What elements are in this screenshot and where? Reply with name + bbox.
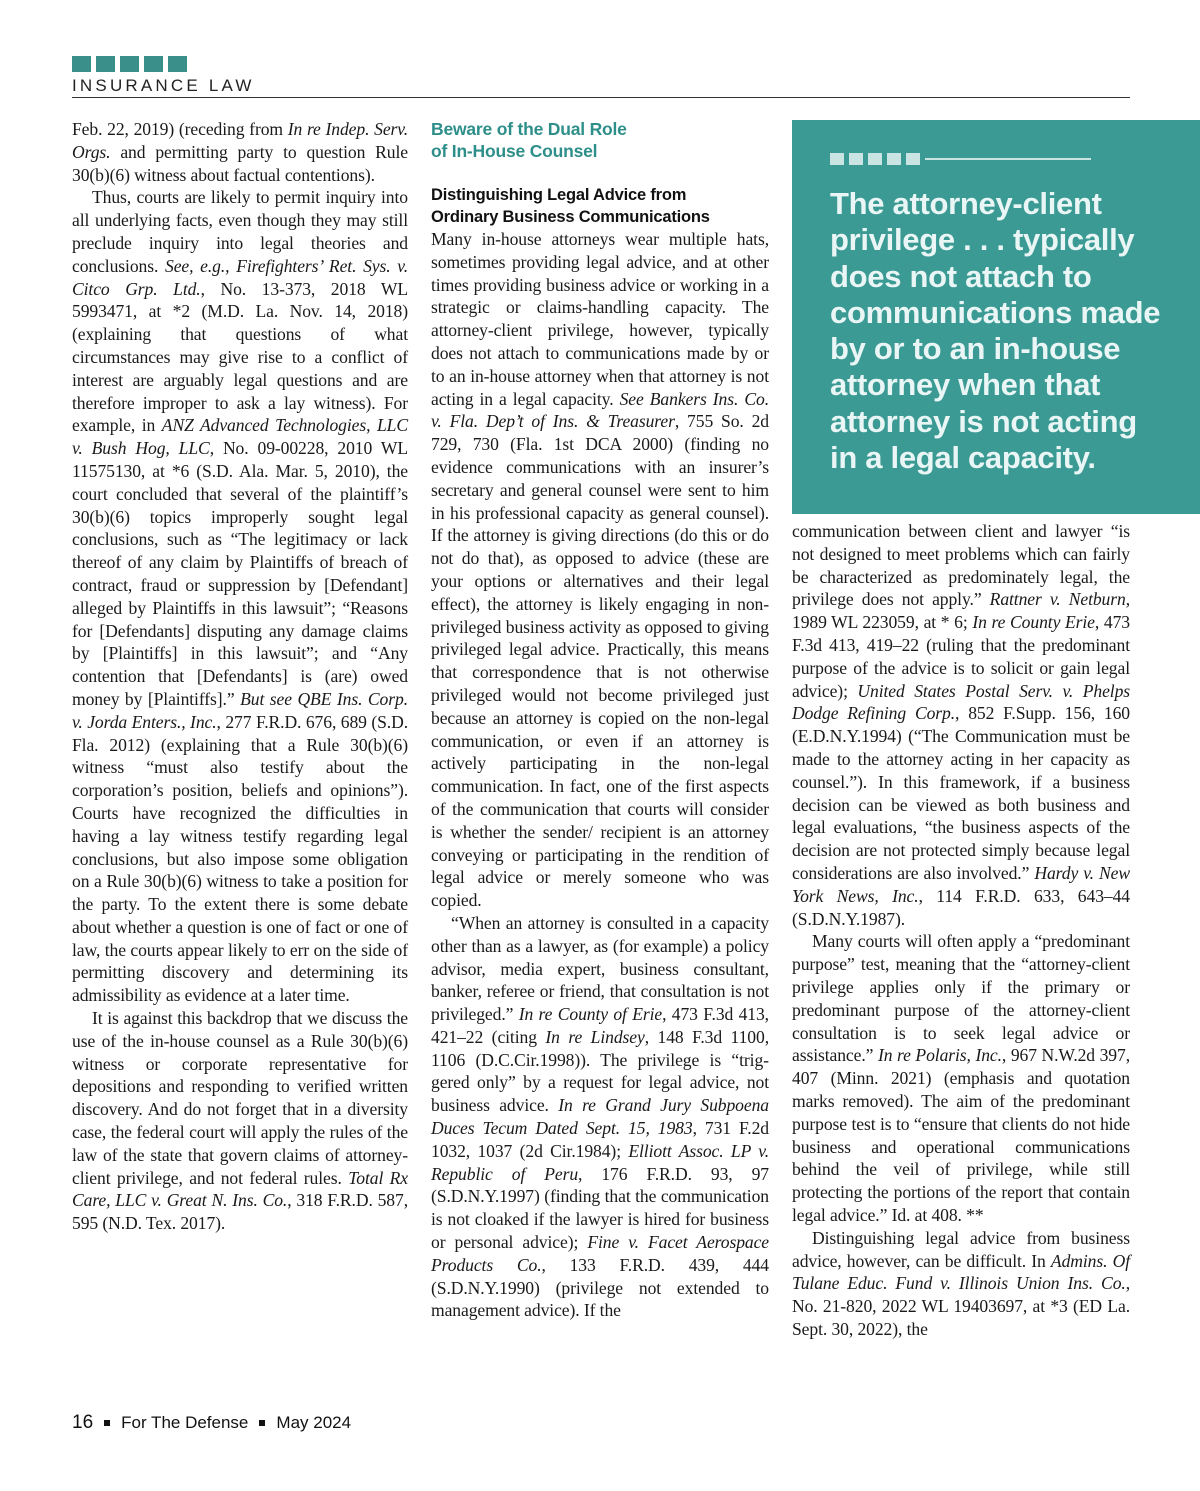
footer-separator: [104, 1420, 110, 1426]
col3-paragraph-1: communication between client and lawyer “is not designed to meet problems which can fairly be characterized as predominately legal, the privilege does not apply.” Rattner v. Netburn, 1989 WL 223059, at * 6; In re County Erie, 473 F.3d 413, 419–22 (ruling that the predominant purpose of the advice is to solicit or gain legal advice); United States Postal Serv. v. Phelps Dodge Refining Corp., 852 F.Supp. 156, 160 (E.D.N.Y.1994) (“The Communication must be made to the attorney acting in her capacity as counsel.”). In this framework, if a business decision can be viewed as both business and legal evaluations, “the business aspects of the decision are not protected simply because legal considerations are also involved.” Hardy v. New York News, Inc., 114 F.R.D. 633, 643–44 (S.D.N.Y.1987).: [792, 521, 1131, 929]
col1-paragraph-1: Feb. 22, 2019) (receding from In re Indep. Serv. Orgs. and permitting party to question Rule 30(b)(6) witness about factual contentions).: [72, 119, 408, 185]
col2-paragraph-1: Many in-house attorneys wear multiple hats, sometimes providing legal advice, and at other times providing business advice or working in a strategic or claims-handling capacity. The attorney-client privilege, however, typically does not attach to communications made by or to an in-house attorney when that attorney is not acting in a legal capacity. See Bankers Ins. Co. v. Fla. Dep’t of Ins. & Treasurer, 755 So. 2d 729, 730 (Fla. 1st DCA 2000) (finding no evidence communications with an insurer’s secretary and general counsel were sent to him in his professional capacity as general counsel). If the attorney is giving directions (do this or do not do that), as opposed to advice (these are your options or alternatives and their legal effect), the attorney is likely engaging in non-privileged business activity as opposed to giving privileged legal advice. Practically, this means that correspondence that is not otherwise privileged would not become privileged just because an attorney is copied on the non-legal communication, or even if an attorney is actively participating in the non-legal communication. In fact, one of the first aspects of the communication that courts will consider is whether the sender/ recipient is an attorney conveying or participating in the rendition of legal advice or merely someone who was copied.: [431, 229, 770, 911]
pull-quote-decoration: [830, 153, 1091, 165]
section-label: INSURANCE LAW: [72, 76, 255, 95]
header-rule: [72, 97, 1130, 98]
header-square: [168, 56, 187, 72]
publication-name: For The Defense: [121, 1413, 249, 1432]
pull-quote-square: [906, 153, 920, 165]
page-footer: [72, 1412, 351, 1434]
pull-quote-text: The attorney-client privilege . . . typically does not attach to communications made by or to an in-house attorney when that attorney is not acting in a legal capacity.: [830, 186, 1161, 476]
footer-separator: [259, 1420, 265, 1426]
header-square: [96, 56, 115, 72]
pull-quote-square: [849, 153, 863, 165]
pull-quote-line: [925, 158, 1091, 160]
header-decoration: [72, 56, 187, 72]
subsection-heading-line-1: Distinguishing Legal Advice from: [431, 186, 687, 204]
subsection-heading-line-2: Ordinary Business Communications: [431, 208, 710, 226]
col1-paragraph-2: Thus, courts are likely to permit inquiry into all underlying facts, even though they may still preclude inquiry into legal theories and conclusions. See, e.g., Firefighters’ Ret. Sys. v. Citco Grp. Ltd., No. 13-373, 2018 WL 5993471, at *2 (M.D. La. Nov. 14, 2018) (explaining that questions of what circumstances may give rise to a conflict of interest are arguably legal questions and are therefore improper to ask a lay witness). For example, in ANZ Advanced Technologies, LLC v. Bush Hog, LLC, No. 09-00228, 2010 WL 11575130, at *6 (S.D. Ala. Mar. 5, 2010), the court concluded that several of the plaintiff’s 30(b)(6) topics improperly sought legal conclusions, such as “The legitimacy or lack thereof of any claim by Plaintiffs of breach of contract, fraud or suppression by [Defendant] alleged by Plaintiffs in this lawsuit”; “Reasons for [Defendants] disputing any damage claims by [Plaintiffs] in this lawsuit”; and “Any contention that [Defendants] is (are) owed money by [Plaintiffs].” But see QBE Ins. Corp. v. Jorda Enters., Inc., 277 F.R.D. 676, 689 (S.D. Fla. 2012) (explaining that a Rule 30(b)(6) witness “must also testify about the corporation’s position, beliefs and opinions”). Courts have recognized the difficulties in having a lay witness testify regarding legal conclusions, but also impose some obligation on a Rule 30(b)(6) witness to take a position for the party. To the extent there is some debate about whether a question is one of fact or one of law, the courts appear likely to err on the side of permitting discovery and determining its admissibility as evidence at a later time.: [72, 187, 409, 1006]
column-1: [72, 118, 408, 1235]
col3-paragraph-3: Distinguishing legal advice from business advice, however, can be difficult. In Admins. Of Tulane Educ. Fund v. Illinois Union Ins. Co., No. 21-820, 2022 WL 19403697, at *3 (ED La. Sept. 30, 2022), the: [792, 1227, 1130, 1339]
issue-date: May 2024: [276, 1413, 352, 1432]
pull-quote-square: [830, 153, 844, 165]
header-square: [72, 56, 91, 72]
section-heading: [431, 118, 769, 162]
col2-paragraph-2: “When an attorney is consulted in a capacity other than as a lawyer, as (for example) a policy advisor, media expert, business consultant, banker, referee or friend, that consultation is not privileged.” In re County of Erie, 473 F.3d 413, 421–22 (citing In re Lindsey, 148 F.3d 1100, 1106 (D.C.Cir.1998)). The privilege is “triggered only” by a request for legal advice, not business advice. In re Grand Jury Subpoena Duces Tecum Dated Sept. 15, 1983, 731 F.2d 1032, 1037 (2d Cir.1984); Elliott Assoc. LP v. Republic of Peru, 176 F.R.D. 93, 97 (S.D.N.Y.1997) (finding that the communication is not cloaked if the lawyer is hired for business or personal advice); Fine v. Facet Aerospace Products Co., 133 F.R.D. 439, 444 (S.D.N.Y.1990) (privilege not extended to management advice). If the: [431, 912, 770, 1321]
pull-quote-square: [868, 153, 882, 165]
col3-paragraph-2: Many courts will often apply a “predominant purpose” test, meaning that the “attorney-client privilege applies only if the primary or predominant purpose of the attorney-client consultation is to seek legal advice or assistance.” In re Polaris, Inc., 967 N.W.2d 397, 407 (Minn. 2021) (emphasis and quotation marks removed). The aim of the predominant purpose test is to “ensure that clients do not hide business and operational communications behind the veil of privilege, while still protecting the portions of the report that contain legal advice.” Id. at 408. **: [792, 931, 1130, 1225]
header-square: [120, 56, 139, 72]
column-3: [792, 520, 1130, 1341]
pull-quote-square: [887, 153, 901, 165]
subsection-heading: [431, 184, 769, 228]
page-number: 16: [72, 1412, 94, 1433]
section-heading-line-1: Beware of the Dual Role: [431, 119, 627, 139]
column-2: [431, 118, 769, 1322]
pull-quote-box: [792, 120, 1200, 514]
header-square: [144, 56, 163, 72]
col1-paragraph-3: It is against this backdrop that we discuss the use of the in-house counsel as a Rule 30(b)(6) witness or corporate representative for depositions and responding to verified written discovery. And do not forget that in a diversity case, the federal court will apply the rules of the law of the state that govern claims of attorney-client privilege, and not federal rules. Total Rx Care, LLC v. Great N. Ins. Co., 318 F.R.D. 587, 595 (N.D. Tex. 2017).: [72, 1008, 408, 1234]
section-heading-line-2: of In-House Counsel: [431, 141, 598, 161]
